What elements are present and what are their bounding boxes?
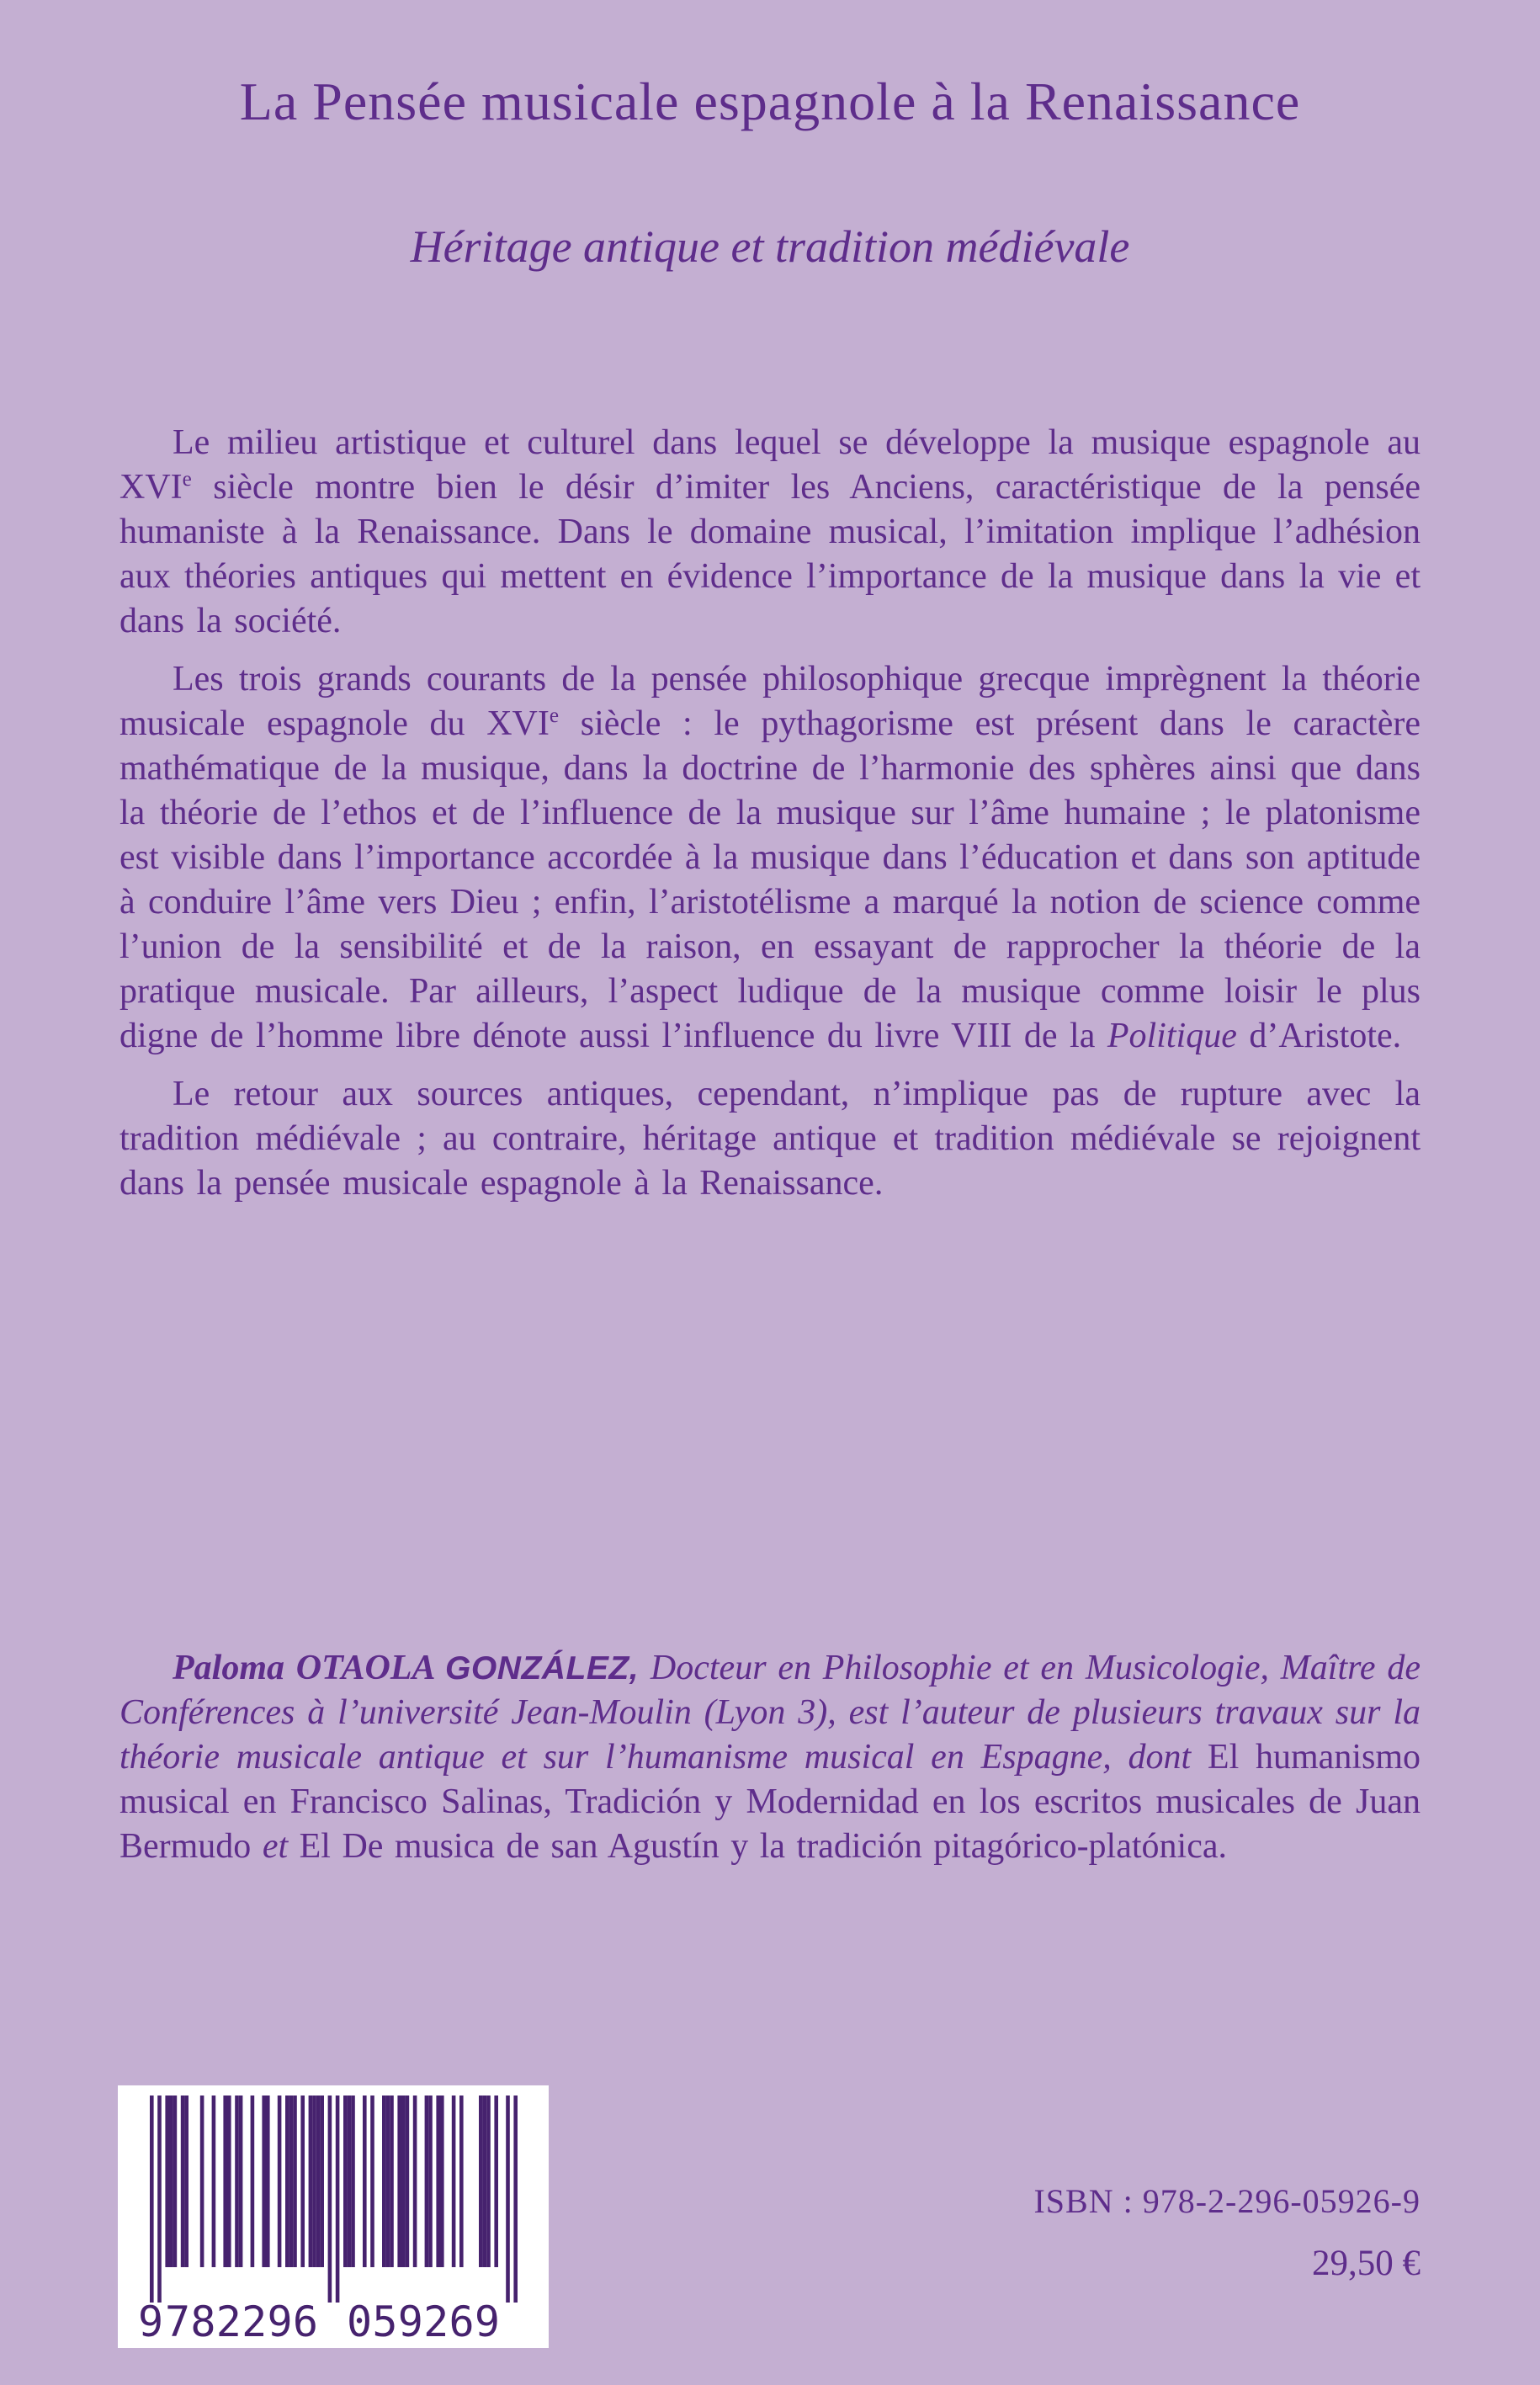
barcode-digit-first: 9 <box>137 2297 163 2343</box>
text-segment: Le milieu artistique et culturel dans lequel se développe la musique espagnole au XVI <box>119 423 1421 507</box>
text-segment: Politique <box>1107 1017 1237 1055</box>
text-segment: El humanismo musical en Francisco Salinas, Tradición y Modernidad en los escritos musicales de Juan Bermudo <box>119 1738 1421 1866</box>
text-segment: Docteur en Philosophie et en Musicologie, Maître de Conférences à l’université Jean-Moulin (Lyon 3), est l’auteur de plusieurs travaux sur la théorie musicale antique et sur l’humanisme musical en Espagne, dont <box>119 1649 1421 1777</box>
text-segment: El De musica de san Agustín y la tradición pitagórico-platónica. <box>299 1827 1227 1866</box>
body-paragraph <box>119 421 1421 644</box>
page-subtitle: Héritage antique et tradition médiévale <box>410 221 1130 272</box>
barcode <box>118 2085 549 2348</box>
text-segment: e <box>182 468 192 491</box>
text-segment: siècle : le pythagorisme est présent dans le caractère mathématique de la musique, dans la doctrine de l’harmonie des sphères ainsi que dans la théorie de l’ethos et de l’influence de la musique sur l’âme humaine ; le platonisme est visible dans l’importance accordée à la musique dans l’éducation et dans son aptitude à conduire l’âme vers Dieu ; enfin, l’aristotélisme a marqué la notion de science comme l’union de la sensibilité et de la raison, en essayant de rapprocher la théorie de la pratique musicale. Par ailleurs, l’aspect ludique de la musique comme loisir le plus digne de l’homme libre dénote aussi l’influence du livre VIII de la <box>119 704 1421 1055</box>
author-bio <box>119 1646 1421 1869</box>
text-segment: d’Aristote. <box>1236 1017 1402 1055</box>
text-segment: e <box>549 704 560 727</box>
barcode-svg <box>138 2090 529 2343</box>
text-segment: Les trois grands courants de la pensée philosophique grecque imprègnent la théorie musicale espagnole du XVI <box>119 660 1421 743</box>
text-segment: et <box>251 1827 300 1866</box>
barcode-digits-right: 059269 <box>346 2297 500 2343</box>
body-paragraph <box>119 657 1421 1059</box>
footer-right <box>1033 2181 1421 2284</box>
text-segment: Paloma OTAOLA <box>173 1649 445 1687</box>
text-segment: GONZÁLEZ, <box>445 1650 640 1686</box>
body-paragraph <box>119 1072 1421 1206</box>
text-segment: Le retour aux sources antiques, cependant, n’implique pas de rupture avec la tradition médiévale ; au contraire, héritage antique et tradition médiévale se rejoignent dans la pensée musicale espagnole à la Renaissance. <box>119 1075 1421 1203</box>
price-text: 29,50 € <box>1312 2244 1421 2283</box>
text-segment: siècle montre bien le désir d’imiter les Anciens, caractéristique de la pensée humaniste à la Renaissance. Dans le domaine musical, l’imitation implique l’adhésion aux théories antiques qui mettent en évidence l’importance de la musique dans la vie et dans la société. <box>119 468 1421 640</box>
barcode-digits-left: 782296 <box>164 2297 318 2343</box>
page-title: La Pensée musicale espagnole à la Renaissance <box>239 72 1301 131</box>
body-paragraphs <box>119 421 1421 1219</box>
isbn-text: ISBN : 978-2-296-05926-9 <box>1033 2182 1421 2220</box>
